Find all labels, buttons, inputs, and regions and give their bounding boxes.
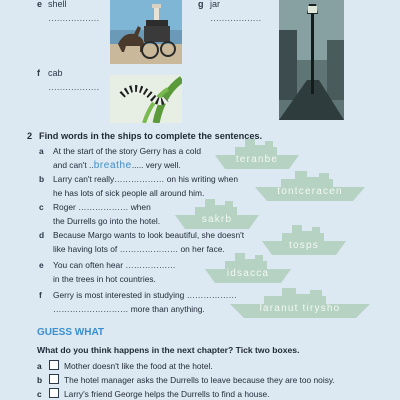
sentence-c	[39, 200, 239, 228]
word-ship-4	[262, 225, 346, 255]
sentence-a-answer[interactable]: breathe	[93, 160, 132, 171]
sentence-c-letter: c	[39, 202, 44, 212]
sentence-d-letter: d	[39, 230, 45, 240]
guess-option-b[interactable]	[37, 374, 397, 385]
guess-option-a-text: Mother doesn't like the food at the hotel.	[64, 361, 213, 371]
sentence-f-line1: Gerry is most interested in studying ………………	[53, 290, 237, 300]
vocab-letter-e: e	[37, 0, 43, 9]
sentence-a-letter: a	[39, 146, 44, 156]
ship-word-1: teranbe	[235, 154, 279, 165]
vocab-answer-line-e[interactable]: ………………	[48, 13, 99, 23]
guess-option-a-letter: a	[37, 361, 42, 371]
guess-what-heading: GUESS WHAT	[37, 327, 105, 338]
guess-option-a[interactable]	[37, 360, 397, 371]
vocab-letter-f: f	[37, 68, 40, 78]
sentence-f	[39, 288, 269, 316]
vocab-word-jar: jar	[210, 0, 221, 9]
sentence-b	[39, 172, 269, 200]
sentence-d	[39, 228, 269, 256]
ship-word-3: sakrb	[201, 214, 233, 225]
exercise-2-instruction: Find words in the ships to complete the sentences.	[39, 131, 263, 141]
guess-what-question: What do you think happens in the next chapter? Tick two boxes.	[37, 345, 300, 355]
sentence-a-line2-end: ..... very well.	[131, 160, 181, 170]
sentence-e-letter: e	[39, 260, 44, 270]
sentence-a	[39, 144, 239, 173]
ship-word-5: idsacca	[226, 268, 270, 279]
horse-cab-photo	[110, 0, 182, 64]
exercise-2-number: 2	[27, 131, 33, 141]
vocab-letter-g: g	[198, 0, 204, 9]
ship-word-4: tosps	[289, 240, 319, 251]
vocab-word-cab: cab	[48, 68, 63, 78]
ship-word-6: laranut tirysho	[259, 303, 341, 314]
sentence-b-line1: Larry can't really……………… on his writing when	[53, 174, 238, 184]
sentence-d-line2: like having lots of ………………… on her face.	[53, 244, 225, 254]
guess-option-b-text: The hotel manager asks the Durrells to leave because they are too noisy.	[64, 375, 335, 385]
checkbox-a[interactable]	[49, 360, 59, 370]
sentence-d-line1: Because Margo wants to look beautiful, she doesn't	[53, 230, 245, 240]
word-ship-2	[255, 171, 365, 201]
street-lamp-photo	[279, 0, 344, 120]
checkbox-c[interactable]	[49, 388, 59, 398]
sentence-a-line2-start: and can't ..	[53, 160, 94, 170]
vocab-answer-line-f[interactable]: ………………	[48, 82, 99, 92]
sentence-a-line1: At the start of the story Gerry has a cold	[53, 146, 202, 156]
guess-option-c[interactable]	[37, 388, 397, 399]
sentence-b-letter: b	[39, 174, 45, 184]
guess-option-c-letter: c	[37, 389, 42, 399]
sentence-e-line1: You can often hear ………………	[53, 260, 176, 270]
sentence-e	[39, 258, 239, 286]
vocab-answer-line-g[interactable]: ………………	[210, 13, 261, 23]
guess-option-c-text: Larry's friend George helps the Durrells to find a house.	[64, 389, 270, 399]
vocab-word-shell: shell	[48, 0, 67, 9]
sentence-e-line2: in the trees in hot countries.	[53, 274, 156, 284]
sentence-f-line2: ……………………… more than anything.	[53, 304, 205, 314]
sentence-c-line2: the Durrells go into the hotel.	[53, 216, 161, 226]
checkbox-b[interactable]	[49, 374, 59, 384]
sentence-f-letter: f	[39, 290, 42, 300]
guess-option-b-letter: b	[37, 375, 43, 385]
sentence-b-line2: he has lots of sick people all around him.	[53, 188, 205, 198]
caterpillar-photo	[110, 75, 182, 123]
ship-word-2: tontceracen	[277, 186, 343, 197]
sentence-c-line1: Roger ……………… when	[53, 202, 151, 212]
